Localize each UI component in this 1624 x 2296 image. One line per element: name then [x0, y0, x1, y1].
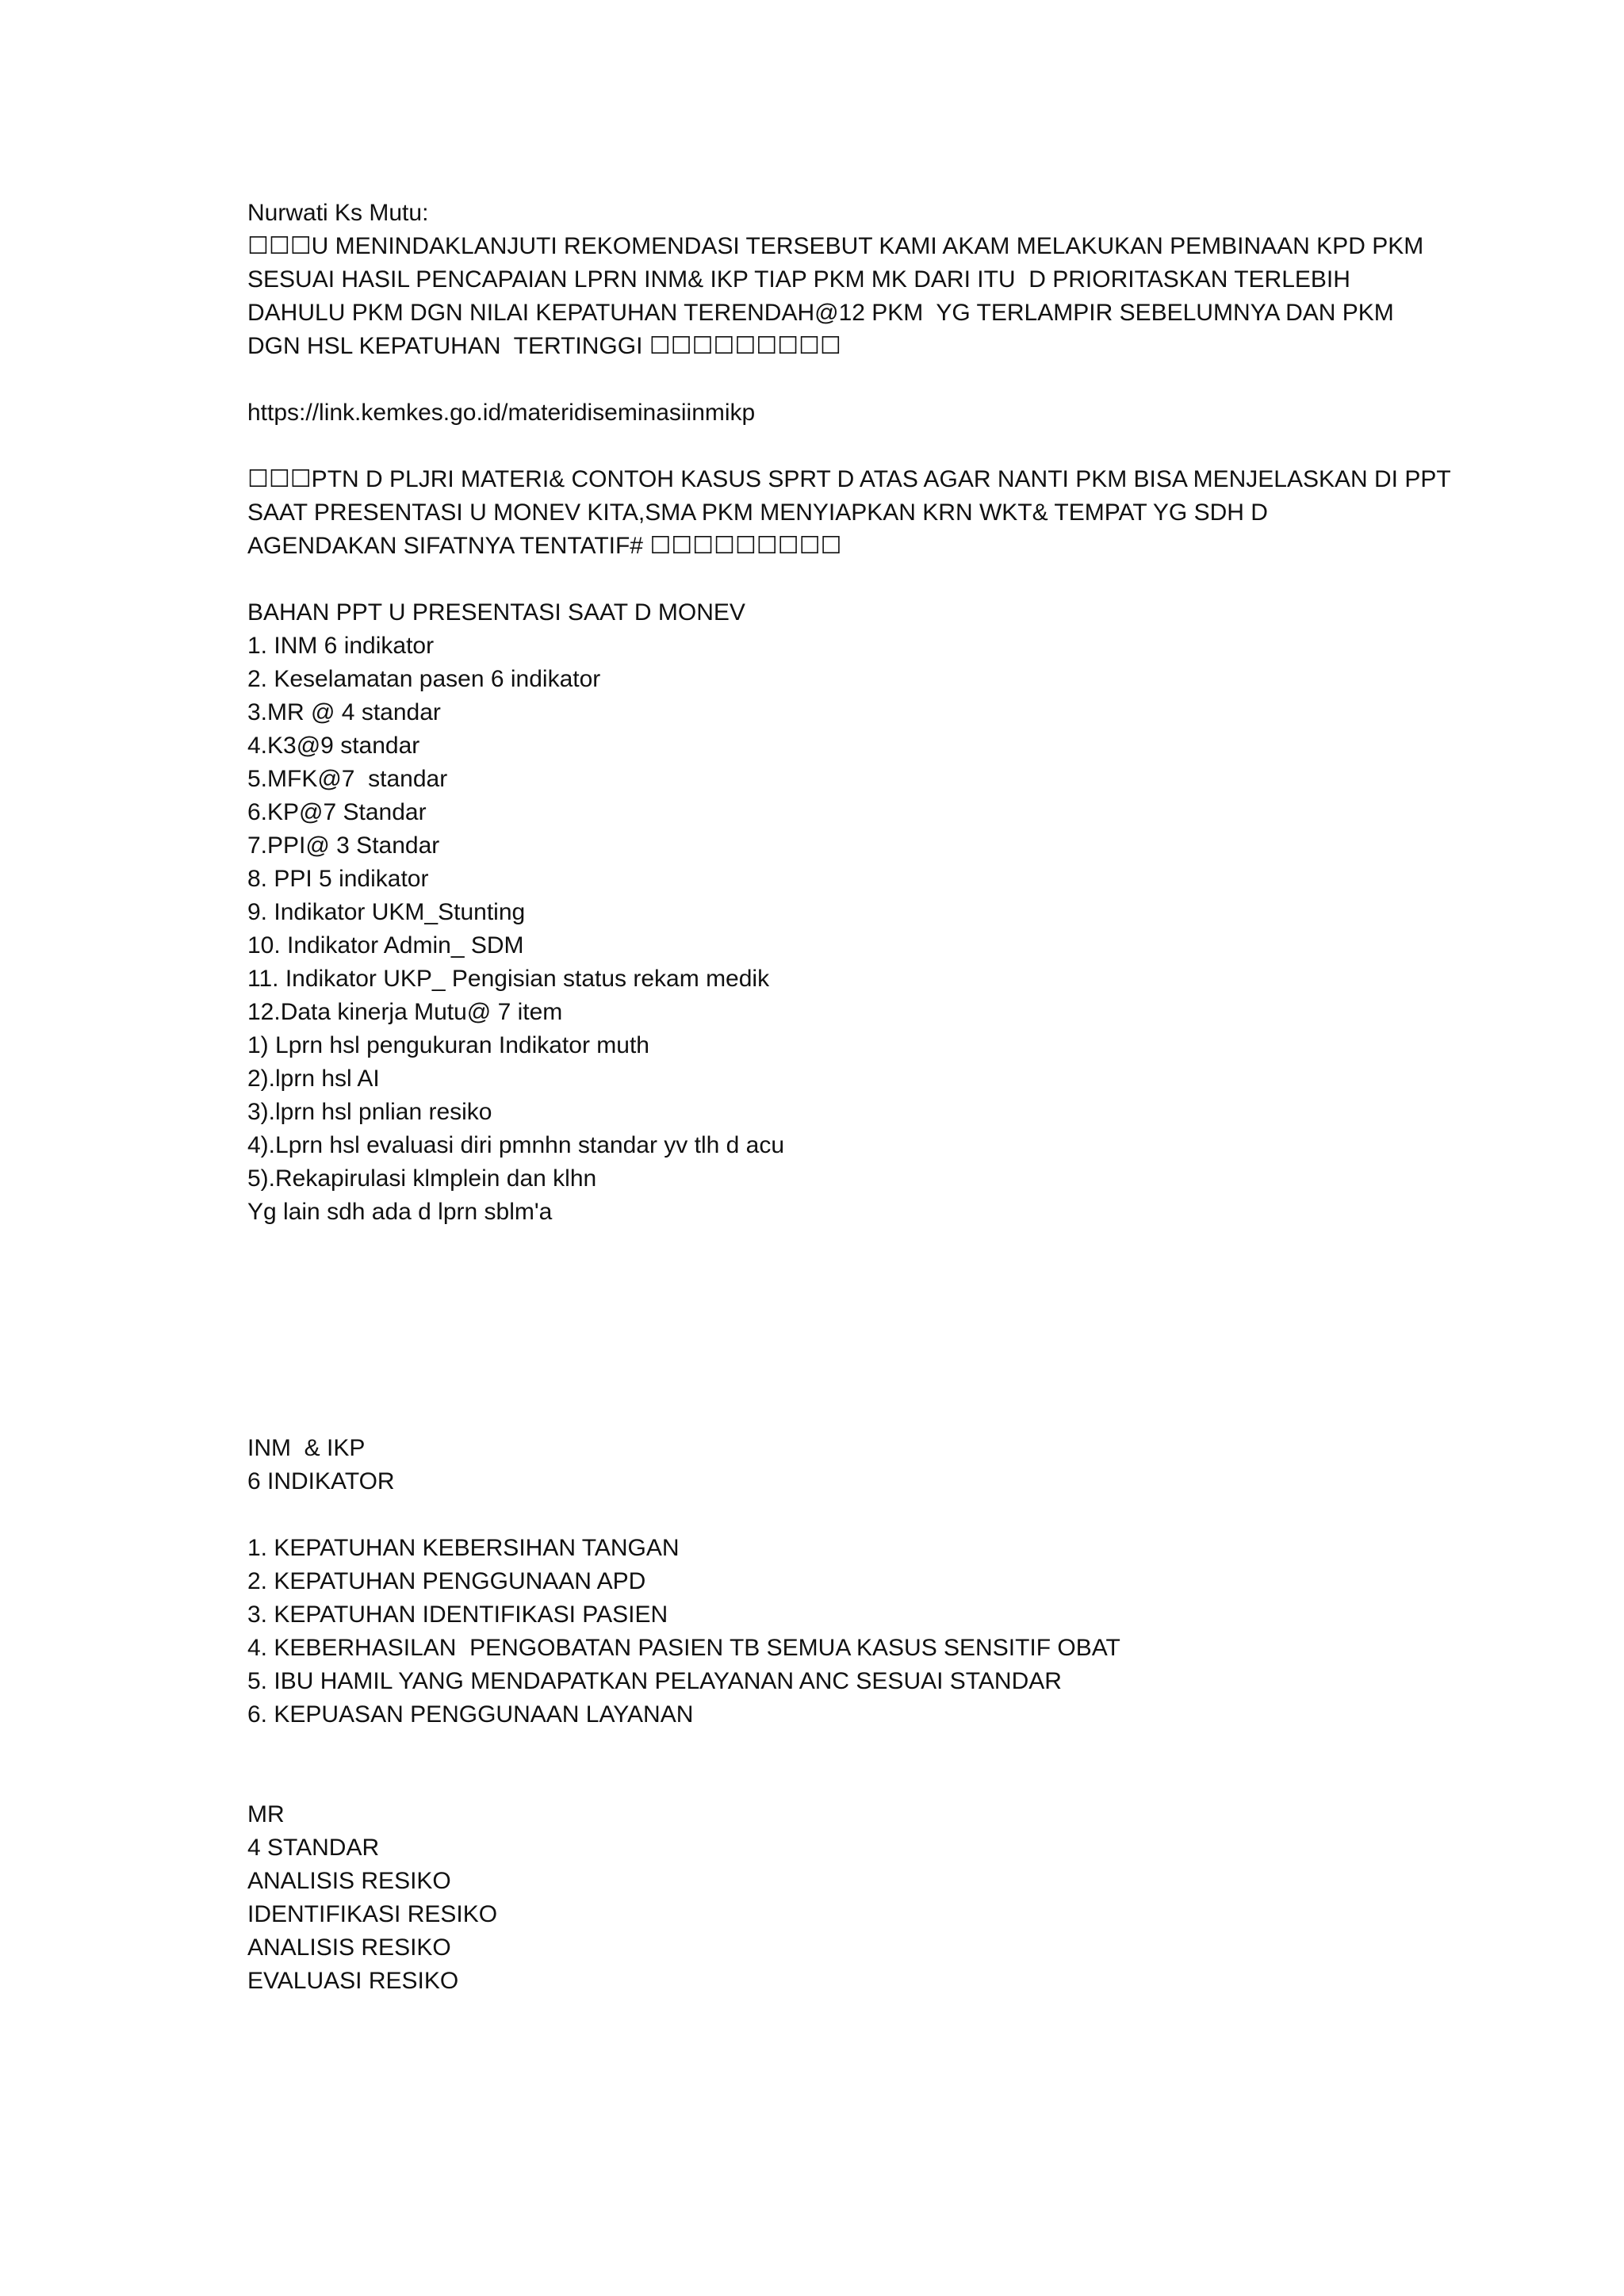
inm-subtitle: 6 INDIKATOR	[247, 1468, 395, 1494]
mr-item: EVALUASI RESIKO	[247, 1968, 459, 1994]
intro-para1-line: DGN HSL KEPATUHAN TERTINGGI ☐☐☐☐☐☐☐☐☐	[247, 333, 841, 359]
bahan-item: 2. Keselamatan pasen 6 indikator	[247, 666, 601, 692]
bahan-item: 5).Rekapirulasi klmplein dan klhn	[247, 1165, 597, 1192]
intro-para2-line: AGENDAKAN SIFATNYA TENTATIF# ☐☐☐☐☐☐☐☐☐	[247, 533, 842, 559]
bahan-item: 1) Lprn hsl pengukuran Indikator muth	[247, 1032, 649, 1058]
inm-section	[247, 1432, 1405, 1732]
mr-item: IDENTIFIKASI RESIKO	[247, 1901, 498, 1927]
bahan-item: Yg lain sdh ada d lprn sblm'a	[247, 1199, 553, 1225]
spacer	[247, 430, 1405, 463]
bahan-item: 7.PPI@ 3 Standar	[247, 832, 440, 859]
mr-item: ANALISIS RESIKO	[247, 1868, 451, 1894]
bahan-item: 4).Lprn hsl evaluasi diri pmnhn standar yv tlh d acu	[247, 1132, 785, 1158]
bahan-heading: BAHAN PPT U PRESENTASI SAAT D MONEV	[247, 599, 745, 626]
mr-subtitle: 4 STANDAR	[247, 1835, 380, 1861]
bahan-item: 4.K3@9 standar	[247, 733, 420, 759]
intro-para1-line: ☐☐☐U MENINDAKLANJUTI REKOMENDASI TERSEBUT KAMI AKAM MELAKUKAN PEMBINAAN KPD PKM	[247, 233, 1424, 259]
spacer	[247, 1229, 1405, 1432]
inm-item: 5. IBU HAMIL YANG MENDAPATKAN PELAYANAN ANC SESUAI STANDAR	[247, 1668, 1062, 1694]
bahan-item: 12.Data kinerja Mutu@ 7 item	[247, 999, 563, 1025]
mr-section	[247, 1798, 1405, 1998]
spacer	[247, 1732, 1405, 1798]
mr-title: MR	[247, 1801, 285, 1827]
bahan-item: 11. Indikator UKP_ Pengisian status rekam medik	[247, 966, 770, 992]
bahan-item: 2).lprn hsl AI	[247, 1066, 380, 1092]
bahan-section	[247, 596, 1405, 1229]
bahan-item: 9. Indikator UKM_Stunting	[247, 899, 526, 925]
intro-para1-line: SESUAI HASIL PENCAPAIAN LPRN INM& IKP TIAP PKM MK DARI ITU D PRIORITASKAN TERLEBIH	[247, 266, 1350, 293]
bahan-item: 1. INM 6 indikator	[247, 633, 435, 659]
bahan-item: 6.KP@7 Standar	[247, 799, 427, 825]
bahan-item: 10. Indikator Admin_ SDM	[247, 932, 524, 959]
spacer	[247, 363, 1405, 396]
inm-title: INM & IKP	[247, 1435, 366, 1461]
intro-para1-line: DAHULU PKM DGN NILAI KEPATUHAN TERENDAH@12 PKM YG TERLAMPIR SEBELUMNYA DAN PKM	[247, 300, 1394, 326]
intro-para2-line: SAAT PRESENTASI U MONEV KITA,SMA PKM MENYIAPKAN KRN WKT& TEMPAT YG SDH D	[247, 499, 1268, 526]
inm-item: 3. KEPATUHAN IDENTIFIKASI PASIEN	[247, 1601, 668, 1628]
spacer	[247, 563, 1405, 596]
mr-item: ANALISIS RESIKO	[247, 1934, 451, 1961]
bahan-item: 5.MFK@7 standar	[247, 766, 448, 792]
materi-link[interactable]: https://link.kemkes.go.id/materidiseminasiinmikp	[247, 400, 756, 426]
inm-item: 4. KEBERHASILAN PENGOBATAN PASIEN TB SEMUA KASUS SENSITIF OBAT	[247, 1635, 1120, 1661]
bahan-item: 3.MR @ 4 standar	[247, 699, 441, 725]
inm-item: 6. KEPUASAN PENGGUNAAN LAYANAN	[247, 1701, 694, 1728]
inm-item: 1. KEPATUHAN KEBERSIHAN TANGAN	[247, 1535, 680, 1561]
intro-para2-line: ☐☐☐PTN D PLJRI MATERI& CONTOH KASUS SPRT D ATAS AGAR NANTI PKM BISA MENJELASKAN DI PPT	[247, 466, 1451, 492]
intro-heading: Nurwati Ks Mutu:	[247, 200, 429, 226]
inm-item: 2. KEPATUHAN PENGGUNAAN APD	[247, 1568, 646, 1594]
intro-section	[247, 197, 1451, 596]
bahan-item: 3).lprn hsl pnlian resiko	[247, 1099, 492, 1125]
spacer	[247, 1498, 1405, 1532]
document-content	[247, 197, 1451, 1998]
bahan-item: 8. PPI 5 indikator	[247, 866, 429, 892]
